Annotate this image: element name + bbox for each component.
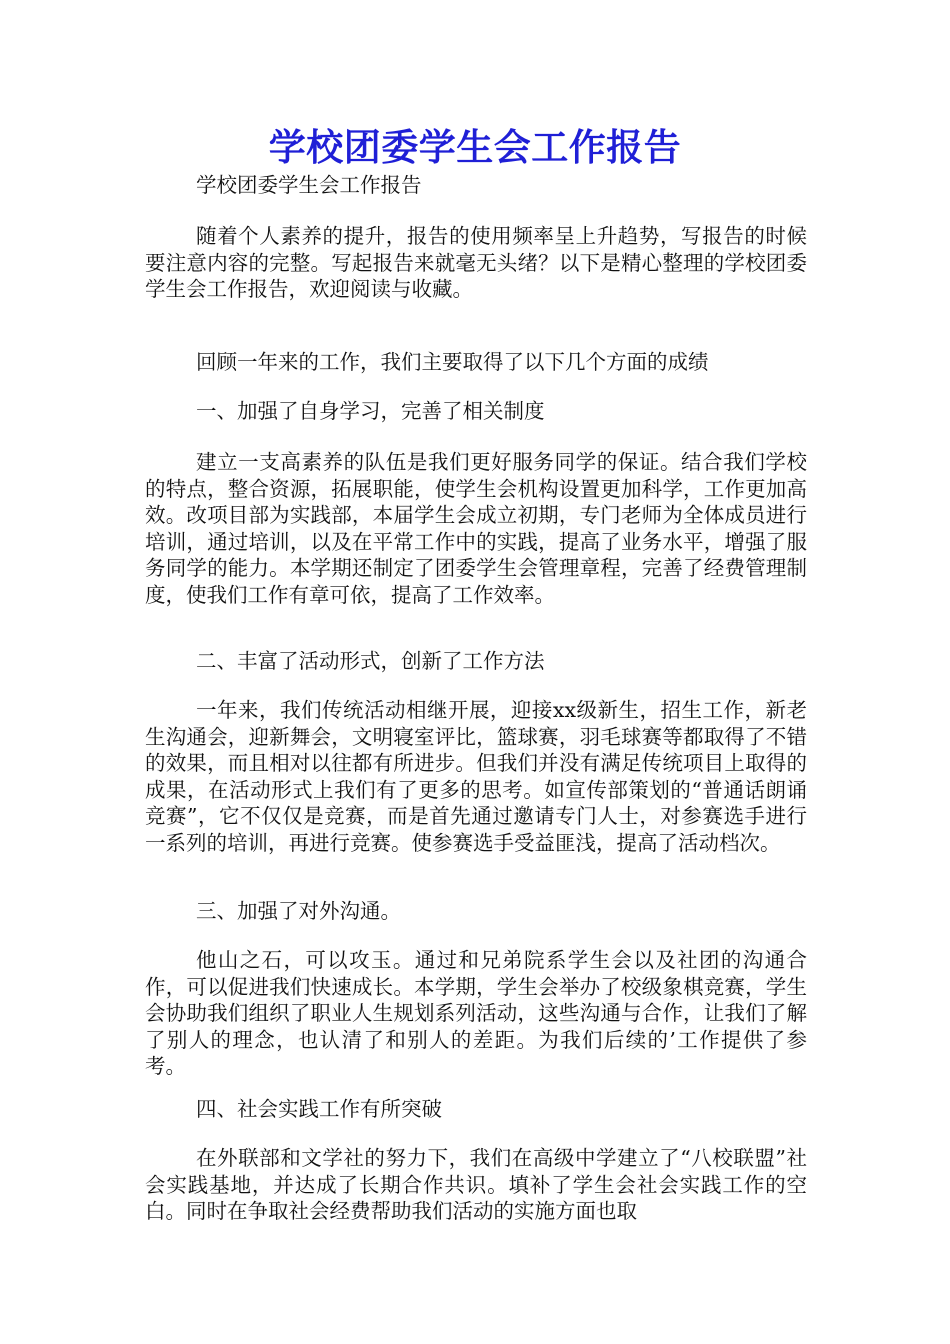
section-body-2: 一年来，我们传统活动相继开展，迎接xx级新生，招生工作，新老生沟通会，迎新舞会，文明寝室评比，篮球赛，羽毛球赛等都取得了不错的效果，而且相对以往都有所进步。但我们并没有满足传统项目上取得的成果，在活动形式上我们有了更多的思考。如宣传部策划的“普通话朗诵竞赛”，它不仅仅是竞赛，而是首先通过邀请专门人士，对参赛选手进行一系列的培训，再进行竞赛。使参赛选手受益匪浅，提高了活动档次。 (145, 698, 807, 855)
section-heading-3: 三、加强了对外沟通。 (196, 899, 401, 923)
section-body-1: 建立一支高素养的队伍是我们更好服务同学的保证。结合我们学校的特点，整合资源，拓展职能，使学生会机构设置更加科学，工作更加高效。改项目部为实践部，本届学生会成立初期，专门老师为全体成员进行培训，通过培训，以及在平常工作中的实践，提高了业务水平，增强了服务同学的能力。本学期还制定了团委学生会管理章程，完善了经费管理制度，使我们工作有章可依，提高了工作效率。 (145, 450, 807, 607)
section-heading-2: 二、丰富了活动形式，创新了工作方法 (196, 649, 545, 673)
review-line: 回顾一年来的工作，我们主要取得了以下几个方面的成绩 (196, 350, 709, 374)
intro-paragraph: 随着个人素养的提升，报告的使用频率呈上升趋势，写报告的时候要注意内容的完整。写起报告来就毫无头绪？以下是精心整理的学校团委学生会工作报告，欢迎阅读与收藏。 (145, 224, 807, 301)
section-heading-1: 一、加强了自身学习，完善了相关制度 (196, 399, 545, 423)
section-body-4: 在外联部和文学社的努力下，我们在高级中学建立了“八校联盟”社会实践基地，并达成了长期合作共识。填补了学生会社会实践工作的空白。同时在争取社会经费帮助我们活动的实施方面也取 (145, 1146, 807, 1223)
document-title: 学校团委学生会工作报告 (268, 125, 682, 169)
document-subtitle: 学校团委学生会工作报告 (196, 173, 422, 197)
section-body-3: 他山之石，可以攻玉。通过和兄弟院系学生会以及社团的沟通合作，可以促进我们快速成长。本学期，学生会举办了校级象棋竞赛，学生会协助我们组织了职业人生规划系列活动，这些沟通与合作，让我们了解了别人的理念，也认清了和别人的差距。为我们后续的’工作提供了参考。 (145, 948, 807, 1078)
section-heading-4: 四、社会实践工作有所突破 (196, 1097, 442, 1121)
